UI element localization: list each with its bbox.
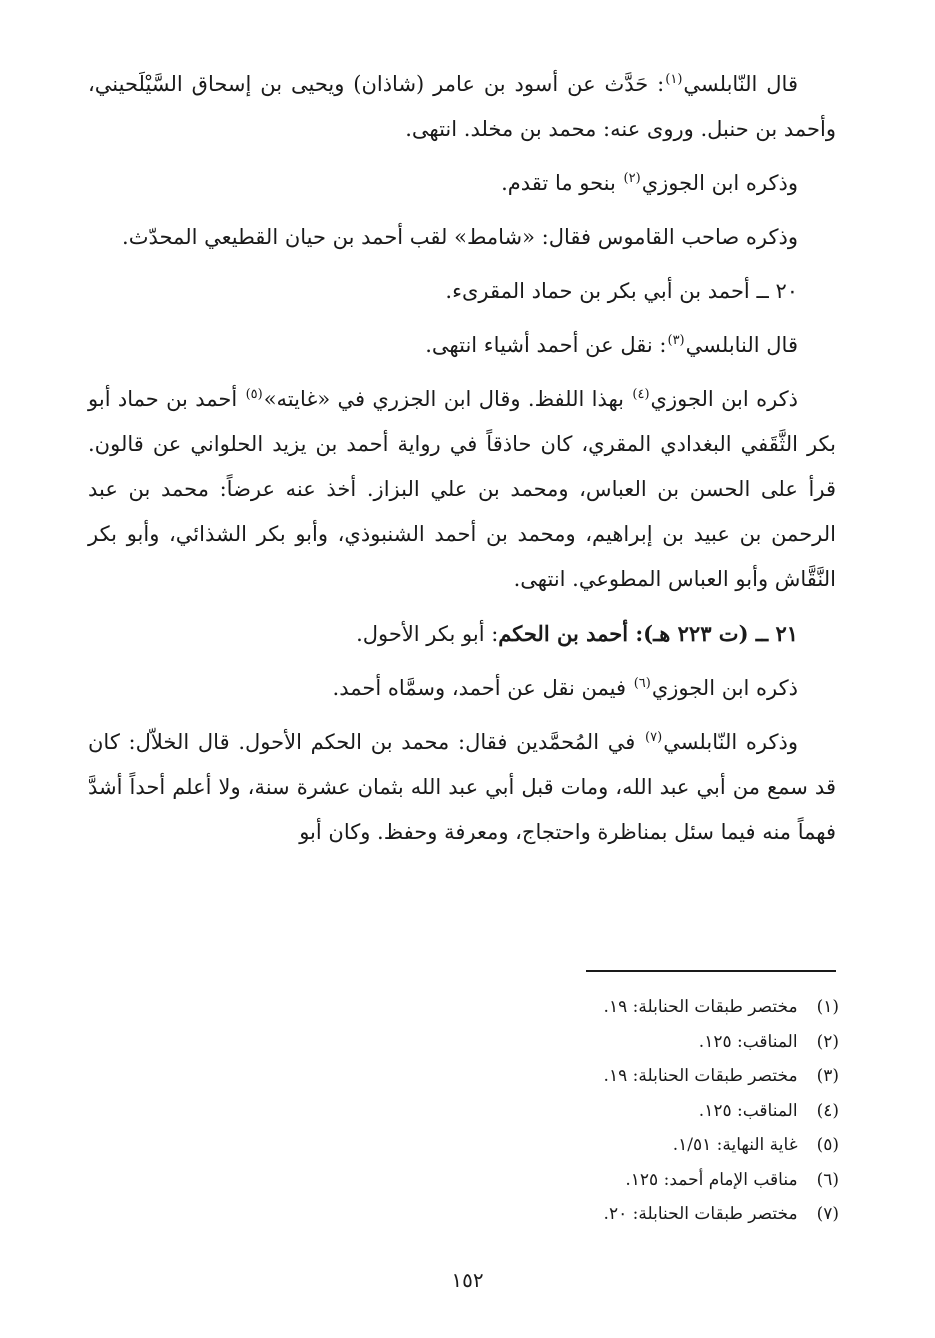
footnote-item bbox=[439, 1025, 839, 1060]
footnote-ref-4: (٤) bbox=[632, 387, 650, 402]
footnote-number: (٥) bbox=[816, 1135, 839, 1155]
footnote-ref-3: (٣) bbox=[667, 333, 685, 348]
footnote-number: (٧) bbox=[816, 1204, 839, 1224]
footnote-text: غاية النهاية: ١/٥١. bbox=[672, 1135, 798, 1155]
paragraph-5: ذكره ابن الجوزي$^{(٤)}$ بهذا اللفظ. وقال ابن الجزري في «غايته»$^{(٥)}$ أحمد بن حماد أبو بكر الثَّقَفي البغدادي المقري، كان حاذقاً في رواية أحمد بن يزيد الحلواني عن قالون. قرأ على الحسن بن العباس، ومحمد بن علي البزاز. أخذ عنه عرضاً: محمد بن عبد الرحمن بن عبيد بن إبراهيم، ومحمد بن أحمد الشنبوذي، وأبو بكر الشذائي، وأبو بكر النَّقَّاش وأبو العباس المطوعي. انتهى. bbox=[88, 387, 836, 591]
footnote-ref-6: (٦) bbox=[633, 676, 651, 691]
paragraph-7: وذكره النّابلسي$^{(٧)}$ في المُحمَّدين فقال: محمد بن الحكم الأحول. قال الخلاّل: كان قد سمع من أبي عبد الله، ومات قبل أبي عبد الله بثمان عشرة سنة، ولا أعلم أحداً أشدَّ فهماً منه فيما سئل بمناظرة واحتجاج، ومعرفة وحفظ. وكان أبو bbox=[88, 730, 836, 844]
footnote-item bbox=[439, 1128, 839, 1163]
paragraph-3: وذكره صاحب القاموس فقال: «شامط» لقب أحمد بن حيان القطيعي المحدّث. bbox=[122, 225, 798, 249]
entry-21-kunya: : أبو بكر الأحول. bbox=[356, 622, 499, 646]
footnote-number: (٢) bbox=[816, 1031, 839, 1052]
paragraph-4: قال النابلسي$^{(٣)}$: نقل عن أحمد أشياء انتهى. bbox=[425, 333, 798, 357]
paragraph-6: ذكره ابن الجوزي$^{(٦)}$ فيمن نقل عن أحمد، وسمَّاه أحمد. bbox=[332, 676, 798, 700]
footnote-number: (١) bbox=[816, 997, 839, 1017]
footnote-item bbox=[439, 1094, 839, 1129]
entry-20-heading: ٢٠ ــ أحمد بن أبي بكر بن حماد المقرىء. bbox=[445, 279, 798, 303]
footnote-item bbox=[439, 1197, 839, 1232]
page-number: ١٥٢ bbox=[451, 1268, 484, 1292]
footnote-ref-1: (١) bbox=[665, 72, 683, 87]
footnote-ref-5: (٥) bbox=[245, 387, 263, 402]
main-text bbox=[88, 62, 836, 864]
entry-21-name: أحمد بن الحكم bbox=[498, 621, 629, 646]
paragraph-2: وذكره ابن الجوزي$^{(٢)}$ بنحو ما تقدم. bbox=[501, 171, 798, 195]
footnote-number: (٣) bbox=[816, 1066, 839, 1086]
footnote-ref-2: (٢) bbox=[623, 171, 641, 186]
footnote-number: (٦) bbox=[816, 1169, 839, 1190]
footnote-text: مختصر طبقات الحنابلة: ٢٠. bbox=[603, 1204, 798, 1224]
footnote-item bbox=[439, 1163, 839, 1198]
footnote-text: مختصر طبقات الحنابلة: ١٩. bbox=[603, 997, 798, 1017]
footnote-item bbox=[439, 1059, 839, 1094]
entry-21-heading bbox=[88, 611, 836, 657]
footnote-number: (٤) bbox=[816, 1100, 839, 1121]
footnote-text: مختصر طبقات الحنابلة: ١٩. bbox=[603, 1066, 798, 1086]
footnote-text: المناقب: ١٢٥. bbox=[698, 1031, 798, 1052]
footnote-item bbox=[439, 990, 839, 1025]
footnote-ref-7: (٧) bbox=[645, 730, 663, 745]
entry-21-number: ٢١ ــ (ت ٢٢٣ هـ): bbox=[628, 621, 798, 646]
footnote-text: مناقب الإمام أحمد: ١٢٥. bbox=[625, 1169, 798, 1190]
footnotes-list bbox=[439, 990, 839, 1232]
footnote-separator bbox=[586, 970, 836, 972]
paragraph-1: قال النّابلسي$^{(١)}$: حَدَّث عن أسود بن عامر (شاذان) ويحيى بن إسحاق السَّيْلَحيني، وأحمد بن حنبل. وروى عنه: محمد بن مخلد. انتهى. bbox=[88, 72, 836, 141]
footnote-text: المناقب: ١٢٥. bbox=[698, 1100, 798, 1121]
